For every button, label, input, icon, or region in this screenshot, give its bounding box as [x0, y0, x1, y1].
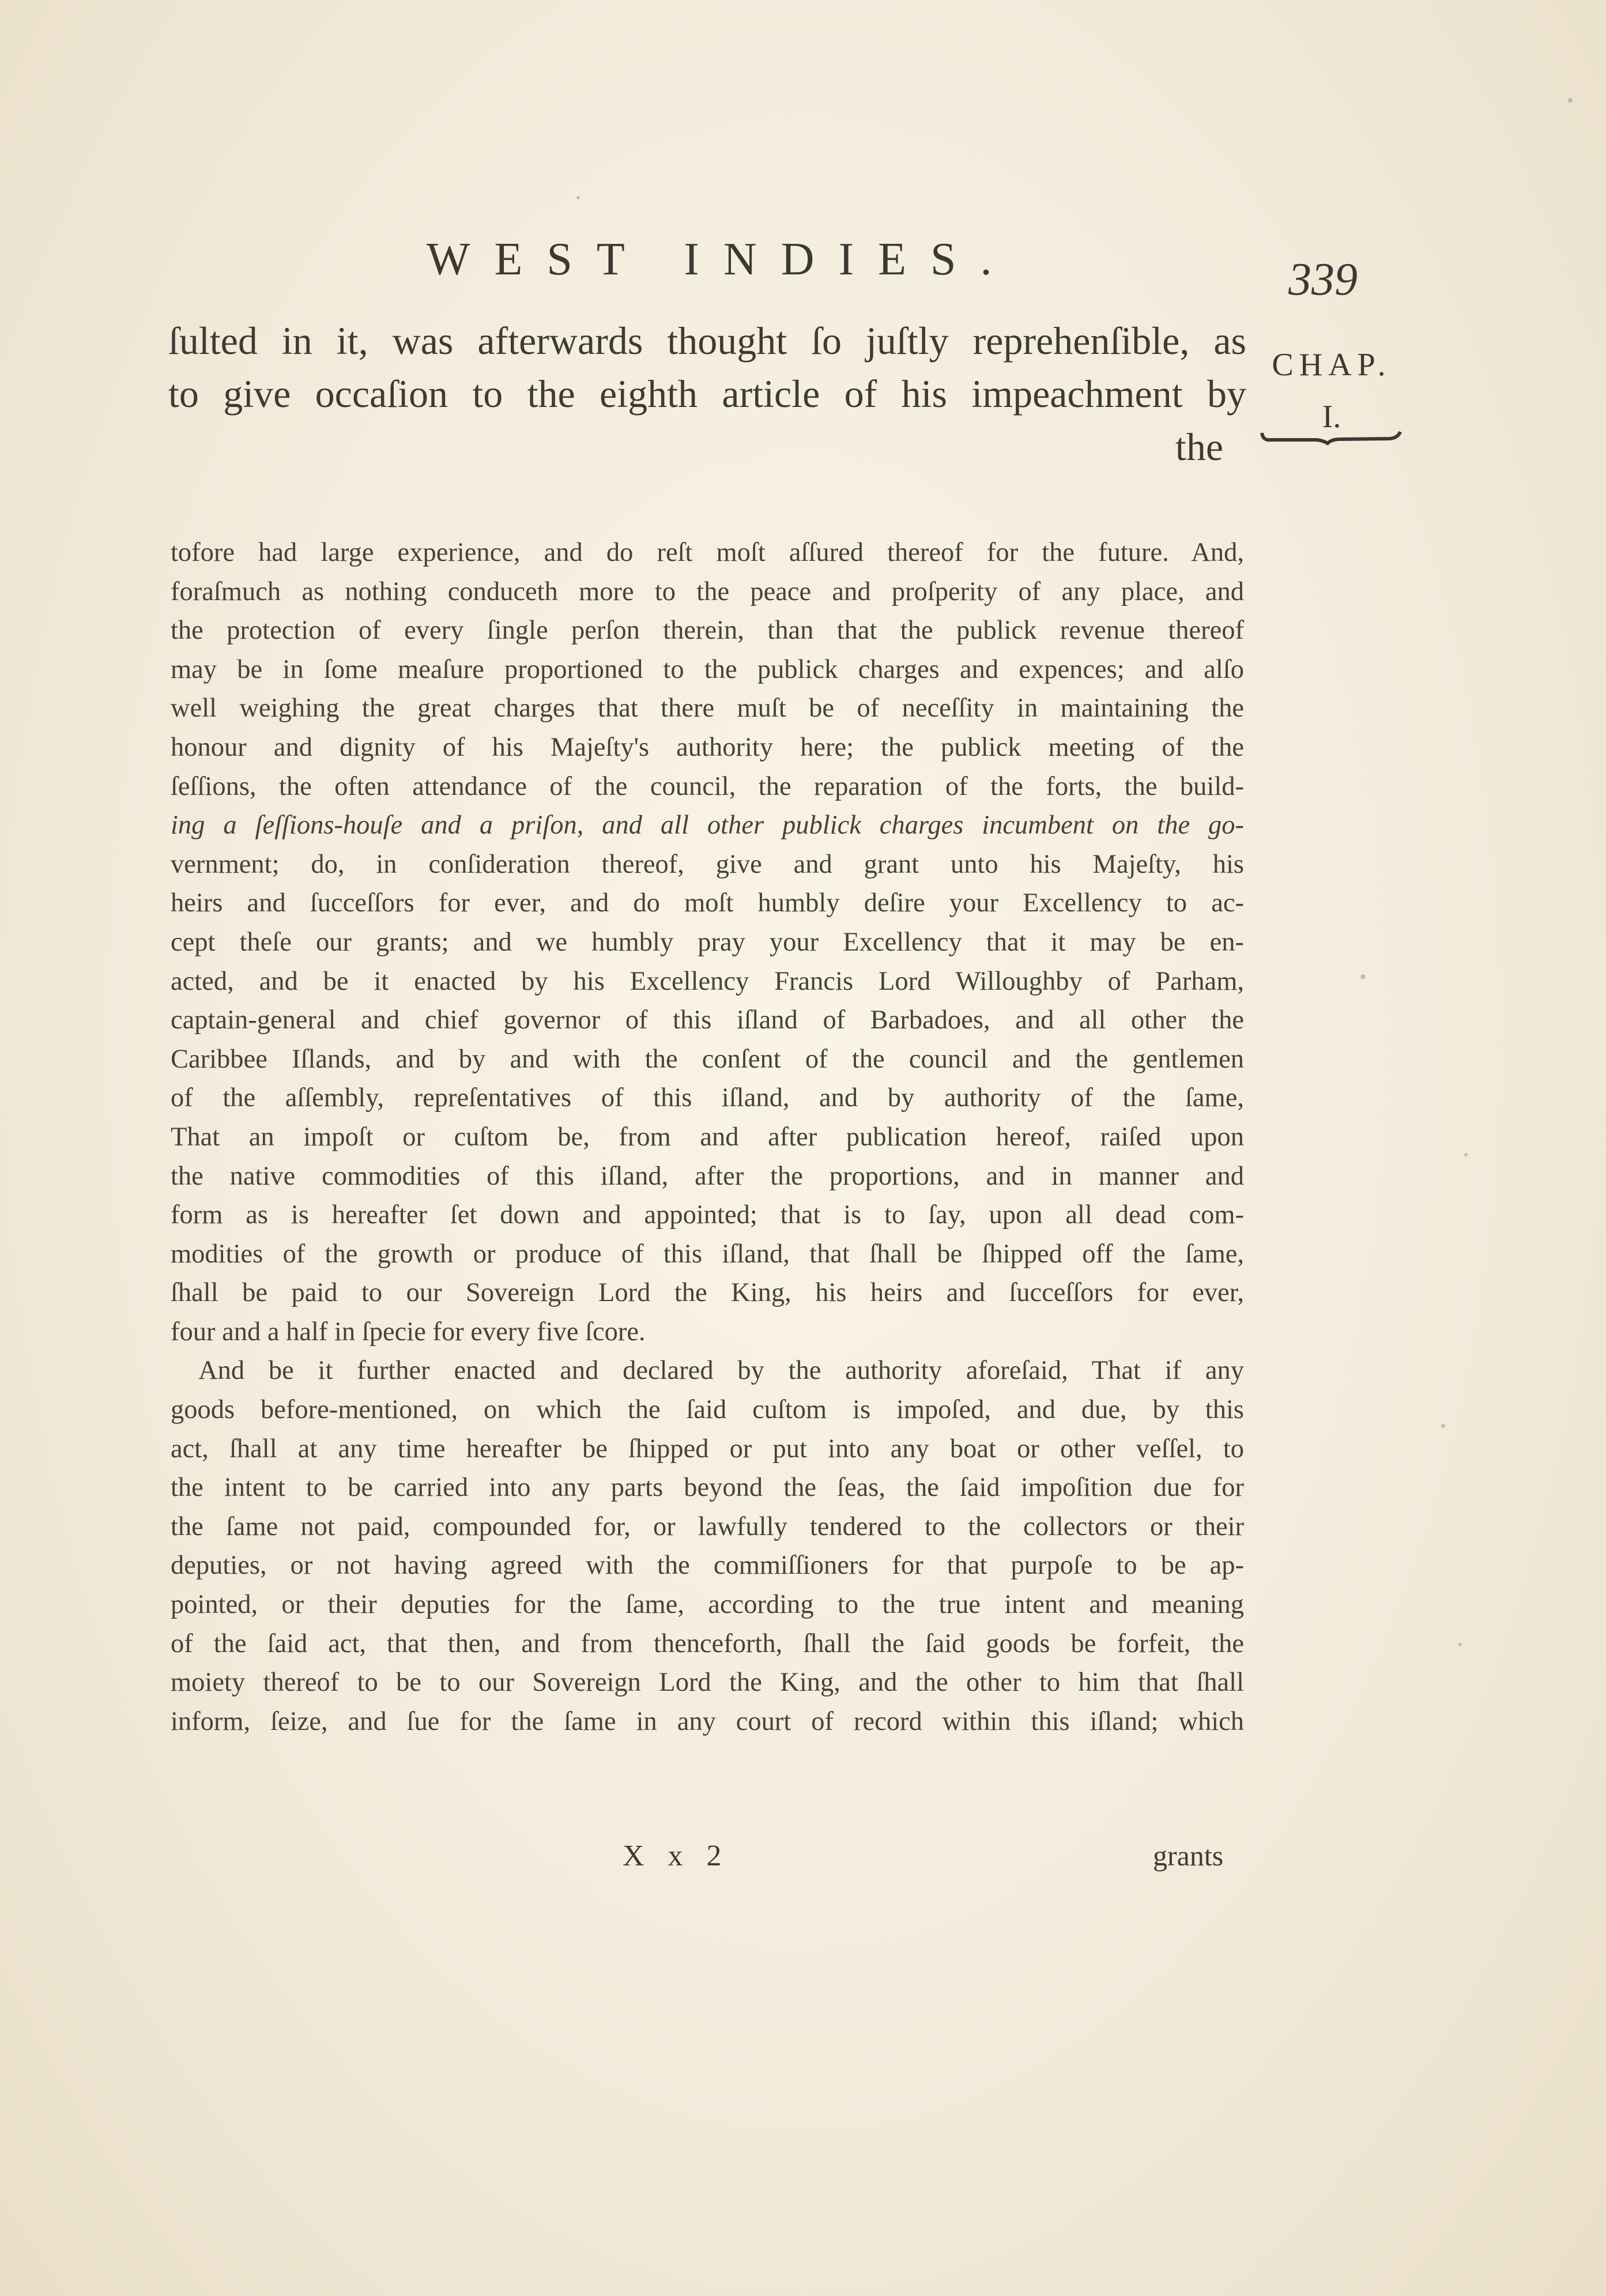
- quote-line: captain-general and chief governor of this iſland of Barbadoes, and all other the: [171, 1005, 1244, 1035]
- paper-speck: [1464, 1153, 1468, 1156]
- paper-speck: [1360, 974, 1366, 979]
- page-number: 339: [1288, 254, 1358, 305]
- paper-speck: [1458, 1643, 1462, 1646]
- quote-line: may be in ſome meaſure proportioned to the publick charges and expences; and alſo: [171, 654, 1244, 684]
- quote-line: the native commodities of this iſland, after the proportions, and in manner and: [171, 1161, 1244, 1191]
- quote-line: the intent to be carried into any parts beyond the ſeas, the ſaid impoſition due for: [171, 1473, 1244, 1503]
- quote-line: And be it further enacted and declared by the authority aforeſaid, That if any: [198, 1356, 1244, 1386]
- quote-line: That an impoſt or cuſtom be, from and after publication hereof, raiſed upon: [171, 1122, 1244, 1152]
- quote-line: inform, ſeize, and ſue for the ſame in any court of record within this iſland; which: [171, 1706, 1244, 1736]
- main-text: [168, 314, 1246, 473]
- quote-line: heirs and ſucceſſors for ever, and do moſt humbly deſire your Excellency to ac-: [171, 888, 1244, 918]
- quote-line: foraſmuch as nothing conduceth more to the peace and proſperity of any place, and: [171, 576, 1244, 606]
- main-text-line: the: [1175, 425, 1223, 469]
- paper-speck: [1568, 98, 1573, 103]
- quote-line: deputies, or not having agreed with the commiſſioners for that purpoſe to be ap-: [171, 1551, 1244, 1581]
- quote-line: acted, and be it enacted by his Excellency Francis Lord Willoughby of Parham,: [171, 966, 1244, 996]
- paper-speck: [576, 196, 580, 199]
- quote-line: Caribbee Iſlands, and by and with the conſent of the council and the gentlemen: [171, 1044, 1244, 1074]
- quote-line: ſhall be paid to our Sovereign Lord the King, his heirs and ſucceſſors for ever,: [171, 1278, 1244, 1308]
- quote-line: ſeſſions, the often attendance of the council, the reparation of the forts, the build-: [171, 771, 1244, 801]
- running-head: WEST INDIES.: [427, 234, 1016, 285]
- quoted-act-text: [171, 533, 1244, 1741]
- quote-line: cept theſe our grants; and we humbly pray your Excellency that it may be en-: [171, 927, 1244, 957]
- quote-line: vernment; do, in conſideration thereof, give and grant unto his Majeſty, his: [171, 849, 1244, 879]
- quote-line: well weighing the great charges that there muſt be of neceſſity in maintaining the: [171, 693, 1244, 723]
- main-text-line: ſulted in it, was afterwards thought ſo juſtly reprehenſible, as: [168, 319, 1246, 363]
- quote-line: modities of the growth or produce of this iſland, that ſhall be ſhipped off the ſame,: [171, 1239, 1244, 1269]
- signature-mark: X x 2: [623, 1839, 730, 1872]
- chapter-label: CHAP.: [1272, 347, 1392, 383]
- quote-line: of the ſaid act, that then, and from thenceforth, ſhall the ſaid goods be forfeit, the: [171, 1628, 1244, 1658]
- main-text-line: to give occaſion to the eighth article of his impeachment by: [168, 372, 1246, 416]
- quote-line: the ſame not paid, compounded for, or lawfully tendered to the collectors or their: [171, 1511, 1244, 1541]
- quote-line: form as is hereafter ſet down and appointed; that is to ſay, upon all dead com-: [171, 1200, 1244, 1230]
- margin-chapter-note: [1254, 339, 1409, 443]
- catchword: grants: [1153, 1839, 1224, 1872]
- quote-line: act, ſhall at any time hereafter be ſhipped or put into any boat or other veſſel, to: [171, 1434, 1244, 1464]
- quote-line: ing a ſeſſions-houſe and a priſon, and all other publick charges incumbent on the go-: [171, 810, 1244, 840]
- quote-line: four and a half in ſpecie for every five ſcore.: [171, 1317, 646, 1347]
- chapter-number: I.: [1322, 399, 1341, 435]
- quote-line: tofore had large experience, and do reſt moſt aſſured thereof for the future. And,: [171, 538, 1244, 567]
- quote-line: pointed, or their deputies for the ſame, according to the true intent and meaning: [171, 1590, 1244, 1620]
- quote-line: the protection of every ſingle perſon therein, than that the publick revenue thereof: [171, 616, 1244, 646]
- quote-line: honour and dignity of his Majeſty's authority here; the publick meeting of the: [171, 732, 1244, 762]
- quote-line: moiety thereof to be to our Sovereign Lord the King, and the other to him that ſhall: [171, 1668, 1244, 1698]
- quote-line: of the aſſembly, repreſentatives of this iſland, and by authority of the ſame,: [171, 1083, 1244, 1113]
- margin-bracket-rule: [1260, 429, 1404, 447]
- paper-speck: [1441, 1424, 1445, 1428]
- quote-line: goods before-mentioned, on which the ſaid cuſtom is impoſed, and due, by this: [171, 1395, 1244, 1425]
